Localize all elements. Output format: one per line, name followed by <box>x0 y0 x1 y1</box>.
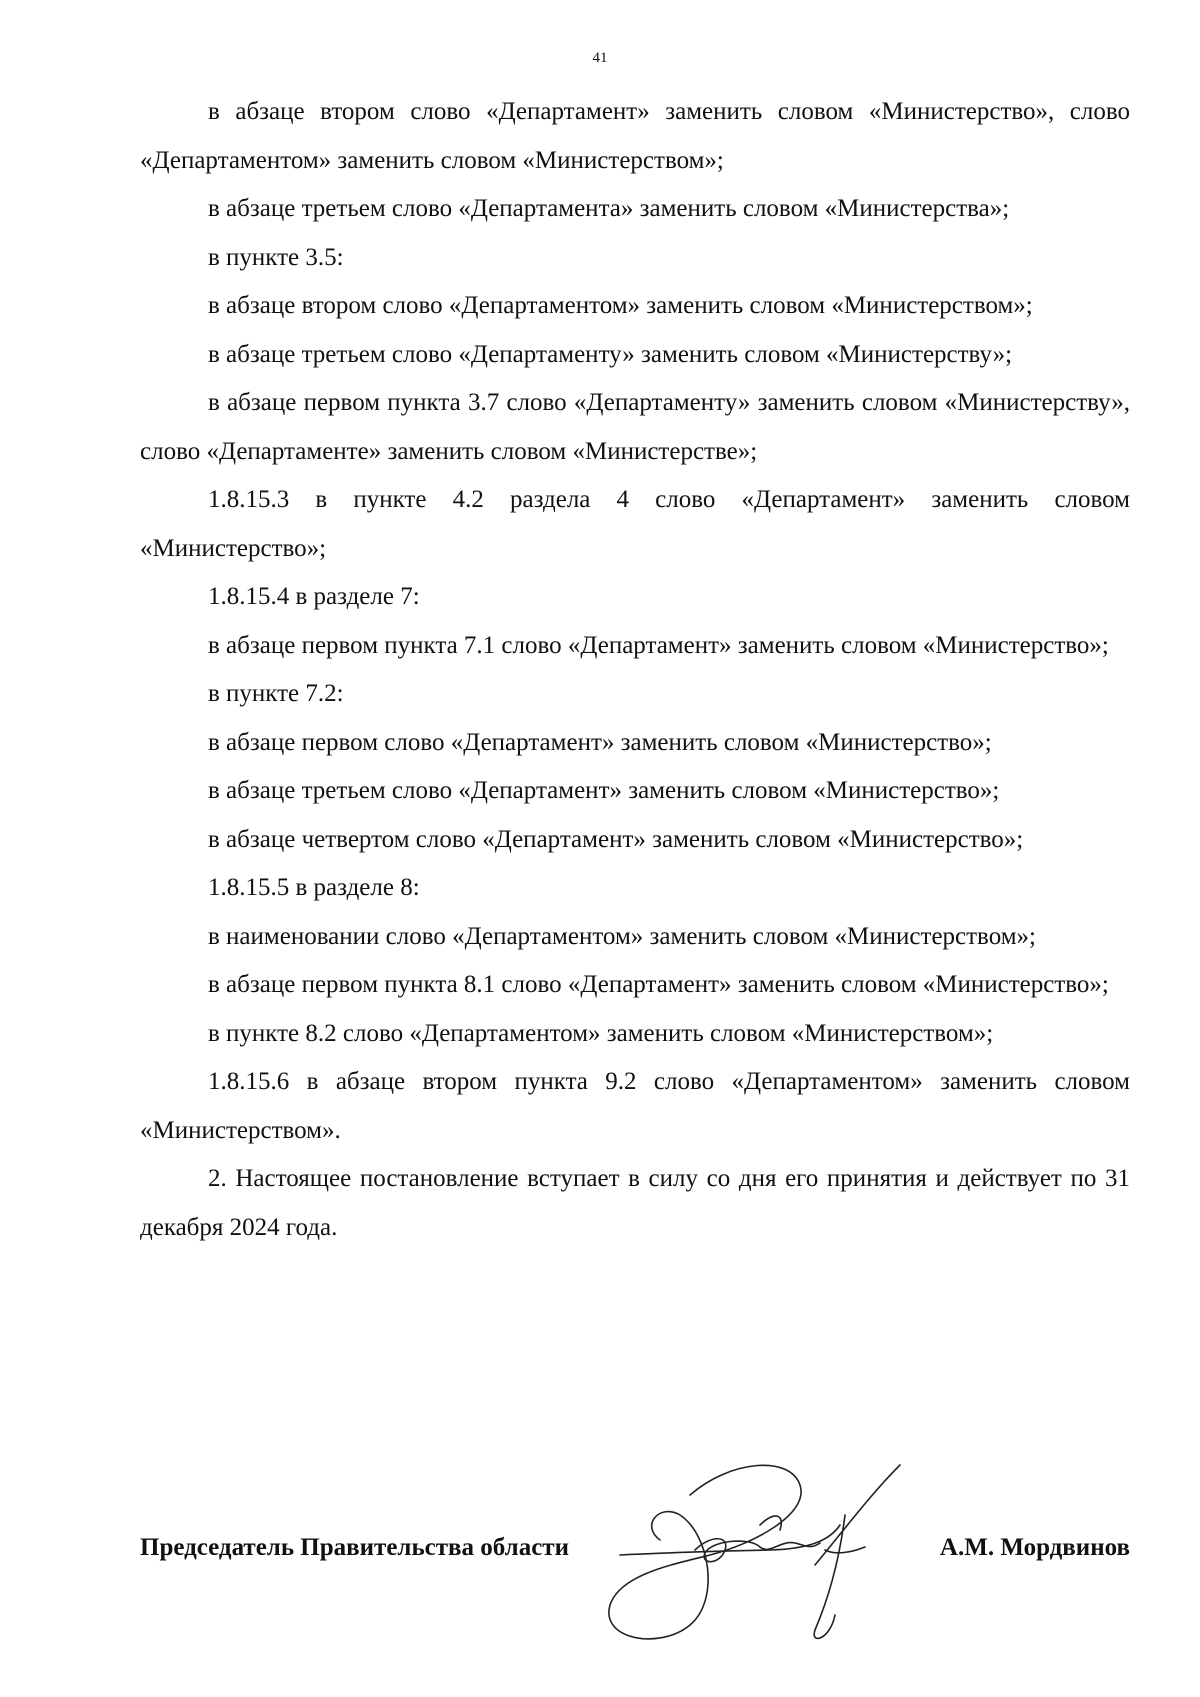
paragraph: в абзаце третьем слово «Департамента» заменить словом «Министерства»; <box>208 195 1010 222</box>
paragraph: 1.8.15.4 в разделе 7: <box>208 583 420 610</box>
paragraph: в абзаце четвертом слово «Департамент» заменить словом «Министерство»; <box>208 825 1024 853</box>
signature-block <box>140 1534 1130 1574</box>
paragraph: в абзаце первом пункта 7.1 слово «Департамент» заменить словом «Министерство»; <box>208 631 1109 659</box>
paragraph: в абзаце втором слово «Департаментом» заменить словом «Министерством»; <box>208 292 1033 319</box>
paragraph: в абзаце третьем слово «Департамент» заменить словом «Министерство»; <box>208 777 1000 804</box>
paragraph: в пункте 8.2 слово «Департаментом» заменить словом «Министерством»; <box>208 1019 994 1047</box>
paragraph: в абзаце первом слово «Департамент» заменить словом «Министерство»; <box>208 728 992 756</box>
paragraph: 1.8.15.6 в абзаце втором пункта 9.2 слово «Департаментом» заменить словом «Министерством». <box>140 1068 1130 1144</box>
signatory-title: Председатель Правительства области <box>140 1534 569 1561</box>
paragraph: в пункте 3.5: <box>208 243 344 271</box>
paragraph: 1.8.15.5 в разделе 8: <box>208 874 420 901</box>
paragraph: в абзаце третьем слово «Департаменту» заменить словом «Министерству»; <box>208 340 1013 368</box>
paragraph: в наименовании слово «Департаментом» заменить словом «Министерством»; <box>208 922 1036 950</box>
document-body <box>140 88 1130 1252</box>
paragraph: 2. Настоящее постановление вступает в силу со дня его принятия и действует по 31 декабря 2024 года. <box>140 1165 1130 1241</box>
paragraph: в абзаце первом пункта 3.7 слово «Департаменту» заменить словом «Министерству», слово «Департаменте» заменить словом «Министерстве»; <box>140 389 1130 465</box>
page-number: 41 <box>592 50 608 66</box>
signatory-name: А.М. Мордвинов <box>939 1534 1130 1561</box>
paragraph: 1.8.15.3 в пункте 4.2 раздела 4 слово «Департамент» заменить словом «Министерство»; <box>140 486 1130 562</box>
paragraph: в абзаце втором слово «Департамент» заменить словом «Министерство», слово «Департаментом» заменить словом «Министерством»; <box>140 98 1130 174</box>
paragraph: в пункте 7.2: <box>208 680 344 707</box>
paragraph: в абзаце первом пункта 8.1 слово «Департамент» заменить словом «Министерство»; <box>208 971 1109 998</box>
